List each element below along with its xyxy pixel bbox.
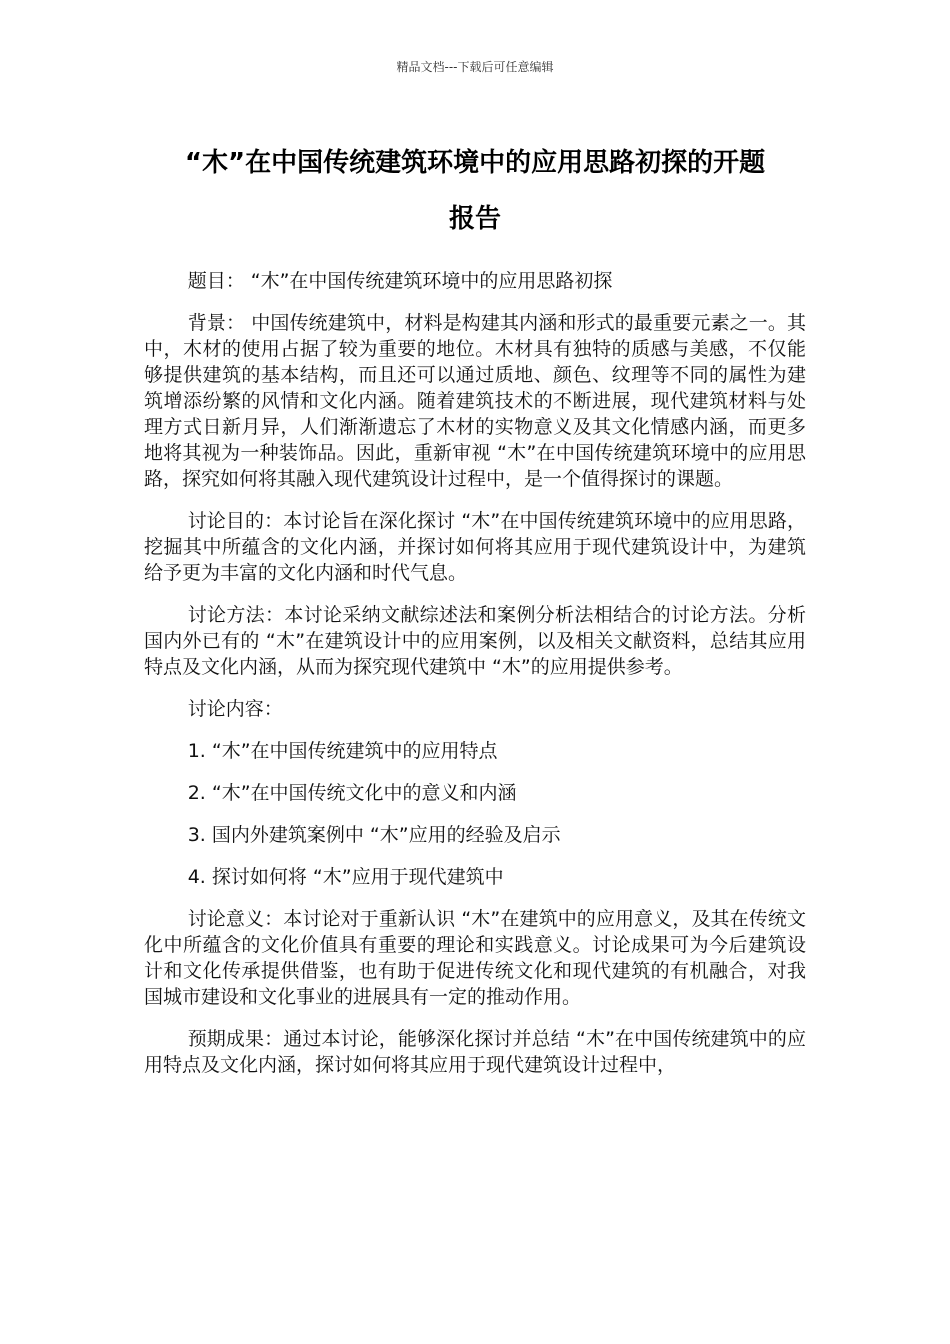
document-title-line-2: 报告 <box>448 204 501 234</box>
purpose-paragraph: 讨论目的：本讨论旨在深化探讨 “木”在中国传统建筑环境中的应用思路，挖掘其中所蕴含的文化内涵，并探讨如何将其应用于现代建筑设计中，为建筑给予更为丰富的文化内涵和时代气息。 <box>144 510 806 584</box>
document-title-line-1: “木”在中国传统建筑环境中的应用思路初探的开题 <box>184 148 766 178</box>
expected-results-paragraph: 预期成果：通过本讨论，能够深化探讨并总结 “木”在中国传统建筑中的应用特点及文化内涵，探讨如何将其应用于现代建筑设计过程中， <box>144 1028 806 1076</box>
content-heading: 讨论内容： <box>187 698 283 720</box>
topic-paragraph: 题目： “木”在中国传统建筑环境中的应用思路初探 <box>187 270 613 292</box>
method-paragraph: 讨论方法：本讨论采纳文献综述法和案例分析法相结合的讨论方法。分析国内外已有的 “木”在建筑设计中的应用案例，以及相关文献资料，总结其应用特点及文化内涵，从而为探究现代建筑中 “木”的应用提供参考。 <box>144 604 806 678</box>
significance-paragraph: 讨论意义：本讨论对于重新认识 “木”在建筑中的应用意义，及其在传统文化中所蕴含的文化价值具有重要的理论和实践意义。讨论成果可为今后建筑设计和文化传承提供借鉴，也有助于促进传统文化和现代建筑的有机融合，对我国城市建设和文化事业的进展具有一定的推动作用。 <box>144 908 806 1008</box>
content-list-item: 1. “木”在中国传统建筑中的应用特点 <box>187 740 498 762</box>
background-paragraph: 背景： 中国传统建筑中，材料是构建其内涵和形式的最重要元素之一。其中，木材的使用占据了较为重要的地位。木材具有独特的质感与美感，不仅能够提供建筑的基本结构，而且还可以通过质地、颜色、纹理等不同的属性为建筑增添纷繁的风情和文化内涵。随着建筑技术的不断进展，现代建筑材料与处理方式日新月异，人们渐渐遗忘了木材的实物意义及其文化情感内涵，而更多地将其视为一种装饰品。因此，重新审视 “木”在中国传统建筑环境中的应用思路，探究如何将其融入现代建筑设计过程中，是一个值得探讨的课题。 <box>144 312 806 490</box>
content-list-item: 3. 国内外建筑案例中 “木”应用的经验及启示 <box>187 824 561 846</box>
content-list-item: 4. 探讨如何将 “木”应用于现代建筑中 <box>187 866 504 888</box>
content-list-item: 2. “木”在中国传统文化中的意义和内涵 <box>187 782 517 804</box>
document-title <box>100 135 850 247</box>
document-body <box>144 268 806 1094</box>
page-header-note: 精品文档---下载后可任意编辑 <box>396 60 554 74</box>
